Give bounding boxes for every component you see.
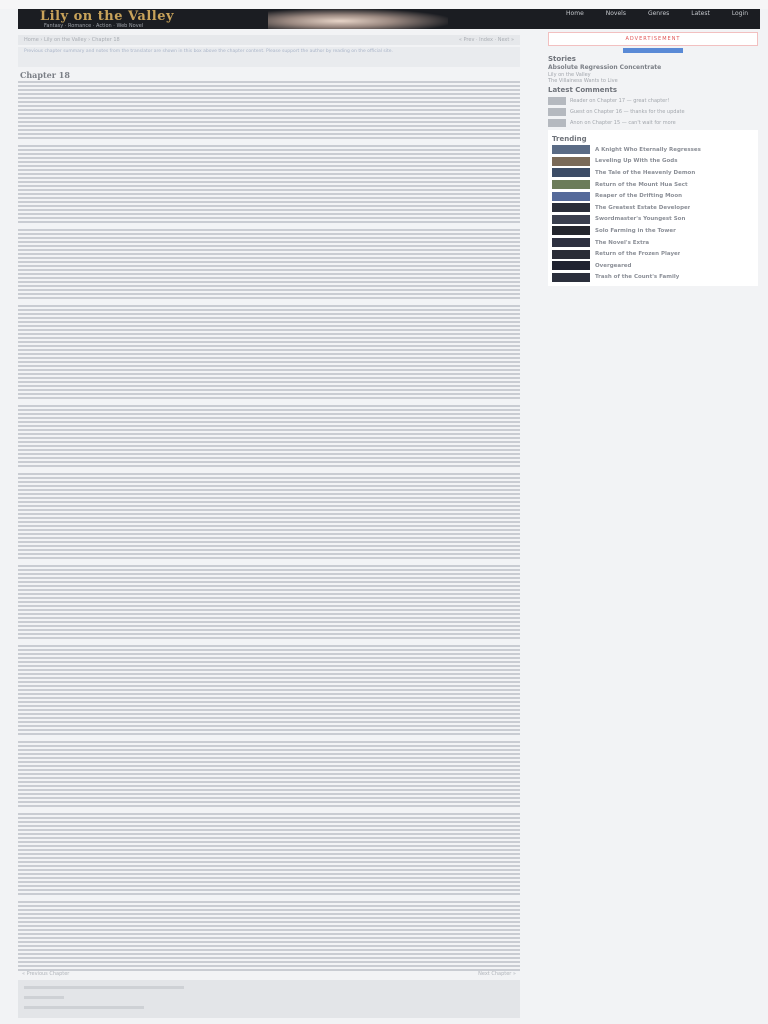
nav-home[interactable]: Home — [566, 10, 584, 17]
trending-title: The Novel's Extra — [595, 239, 650, 246]
prev-chapter-link[interactable]: « Previous Chapter — [22, 971, 70, 977]
trending-thumbnail — [552, 168, 590, 177]
nav-login[interactable]: Login — [731, 10, 748, 17]
trending-title: Trash of the Count's Family — [595, 274, 680, 281]
browser-top-strip — [0, 0, 768, 9]
trending-item[interactable] — [552, 225, 754, 237]
sidebar — [548, 32, 758, 286]
trending-thumbnail — [552, 215, 590, 224]
site-subtitle: Fantasy · Romance · Action · Web Novel — [44, 23, 144, 29]
latest-comment-item[interactable] — [548, 95, 758, 106]
header-artwork — [268, 9, 448, 29]
trending-item[interactable] — [552, 202, 754, 214]
avatar — [548, 108, 566, 116]
latest-comment-item[interactable] — [548, 106, 758, 117]
trending-thumbnail — [552, 238, 590, 247]
trending-thumbnail — [552, 273, 590, 282]
story-link[interactable]: The Villainess Wants to Live — [548, 78, 618, 84]
trending-thumbnail — [552, 261, 590, 270]
latest-comments-heading: Latest Comments — [548, 86, 618, 94]
latest-comment-text: Anon on Chapter 15 — can't wait for more — [570, 119, 676, 126]
comment-placeholder — [24, 996, 64, 999]
trending-thumbnail — [552, 250, 590, 259]
trending-title: A Knight Who Eternally Regresses — [595, 146, 701, 153]
chapter-nav-top[interactable]: « Prev · Index · Next » — [458, 37, 514, 43]
trending-title: Swordmaster's Youngest Son — [595, 216, 686, 223]
ad-banner[interactable] — [548, 32, 758, 46]
next-chapter-link[interactable]: Next Chapter » — [478, 971, 516, 977]
trending-item[interactable] — [552, 260, 754, 272]
trending-item[interactable] — [552, 237, 754, 249]
trending-title: The Tale of the Heavenly Demon — [595, 169, 696, 176]
trending-panel — [548, 130, 758, 286]
trending-title: Overgeared — [595, 262, 632, 269]
latest-comment-item[interactable] — [548, 117, 758, 128]
trending-item[interactable] — [552, 179, 754, 191]
latest-comment-text: Reader on Chapter 17 — great chapter! — [570, 97, 670, 104]
trending-item[interactable] — [552, 190, 754, 202]
ad-label: ADVERTISEMENT — [625, 36, 681, 42]
nav-genres[interactable]: Genres — [647, 10, 670, 17]
chapter-title: Chapter 18 — [20, 70, 70, 80]
story-link[interactable]: Absolute Regression Concentrate — [548, 64, 662, 71]
avatar — [548, 97, 566, 105]
trending-heading: Trending — [552, 135, 587, 143]
trending-thumbnail — [552, 226, 590, 235]
trending-thumbnail — [552, 180, 590, 189]
site-title[interactable]: Lily on the Valley — [40, 9, 175, 24]
chapter-main — [18, 35, 520, 979]
breadcrumb — [18, 35, 520, 45]
nav-latest[interactable]: Latest — [691, 10, 710, 17]
chapter-intro-box: Previous chapter summary and notes from the translator are shown in this box above the chapter content. Please support the author by reading on the official site. — [18, 47, 520, 67]
trending-item[interactable] — [552, 272, 754, 284]
trending-item[interactable] — [552, 167, 754, 179]
site-header-banner — [18, 9, 760, 29]
trending-title: Reaper of the Drifting Moon — [595, 193, 683, 200]
nav-novels[interactable]: Novels — [605, 10, 626, 17]
trending-title: The Greatest Estate Developer — [595, 204, 691, 211]
story-link[interactable]: Lily on the Valley — [548, 72, 591, 78]
trending-item[interactable] — [552, 144, 754, 156]
trending-title: Return of the Frozen Player — [595, 251, 681, 258]
comment-placeholder — [24, 1006, 144, 1009]
trending-title: Return of the Mount Hua Sect — [595, 181, 688, 188]
chapter-pager — [18, 971, 520, 979]
avatar — [548, 119, 566, 127]
comments-section — [18, 980, 520, 1018]
chapter-body-text — [18, 81, 520, 971]
ad-button[interactable] — [623, 48, 683, 53]
trending-thumbnail — [552, 192, 590, 201]
trending-thumbnail — [552, 157, 590, 166]
latest-comment-text: Guest on Chapter 16 — thanks for the update — [570, 108, 685, 115]
trending-thumbnail — [552, 145, 590, 154]
trending-title: Solo Farming in the Tower — [595, 227, 676, 234]
breadcrumb-path[interactable]: Home › Lily on the Valley › Chapter 18 — [24, 37, 120, 43]
trending-item[interactable] — [552, 248, 754, 260]
trending-list — [552, 144, 754, 283]
trending-item[interactable] — [552, 156, 754, 168]
trending-thumbnail — [552, 203, 590, 212]
stories-heading: Stories — [548, 55, 576, 63]
comment-placeholder — [24, 986, 184, 989]
trending-title: Leveling Up With the Gods — [595, 158, 678, 165]
main-nav — [566, 10, 748, 17]
trending-item[interactable] — [552, 214, 754, 226]
